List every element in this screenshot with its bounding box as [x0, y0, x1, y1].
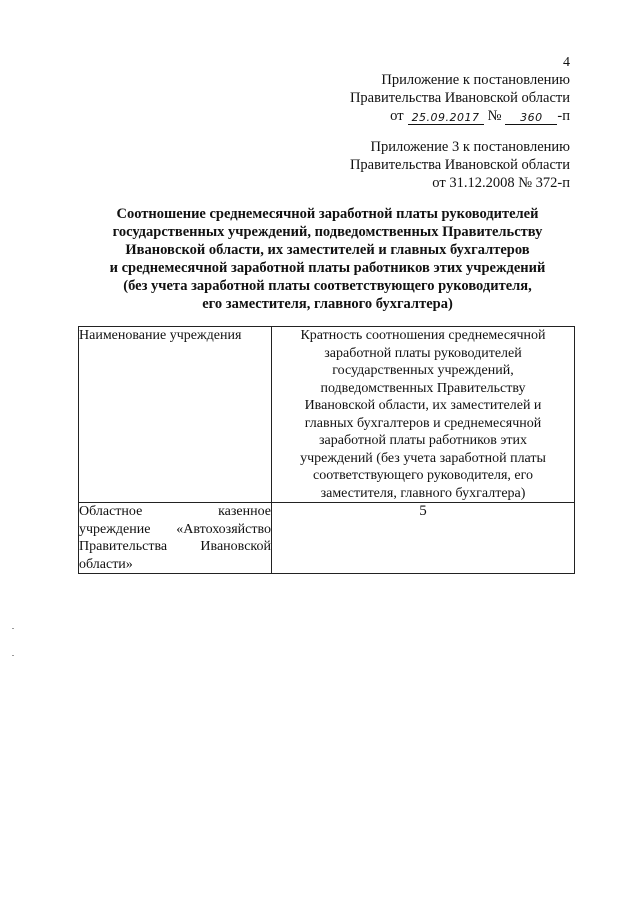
page-number: 4 [563, 55, 570, 70]
table-row [79, 503, 575, 574]
title-line: и среднемесячной заработной платы работников этих учреждений [109, 260, 546, 276]
header-ratio-line: Кратность соотношения среднемесячной [300, 328, 546, 343]
header-ratio-line: учреждений (без учета заработной платы [300, 450, 546, 466]
scan-mark [12, 628, 14, 629]
appendix-current-line1: Приложение к постановлению [381, 72, 570, 88]
header-ratio-line: государственных учреждений, [332, 363, 514, 378]
title-line: его заместителя, главного бухгалтера) [202, 296, 453, 312]
appendix-current-line2: Правительства Ивановской области [349, 90, 570, 106]
number-suffix: -п [557, 108, 570, 124]
appendix-original-line1: Приложение 3 к постановлению [370, 139, 570, 155]
appendix-original-line2: Правительства Ивановской области [349, 157, 570, 173]
header-ratio-line: заработной платы руководителей [324, 345, 522, 361]
title-line: (без учета заработной платы соответствующего руководителя, [123, 278, 532, 294]
appendix-current-block [350, 71, 570, 125]
appendix-original-line3: от 31.12.2008 № 372-п [432, 175, 570, 191]
appendix-date-line [350, 107, 570, 125]
header-ratio-line: подведомственных Правительству [320, 380, 526, 396]
number-label: № [487, 108, 502, 124]
header-ratio-line: Ивановской области, их заместителей и [304, 398, 542, 413]
cell-institution-name: Областное казенное учреждение «Автохозяйство Правительства Ивановской области» [79, 504, 271, 572]
scan-mark [12, 655, 14, 656]
header-ratio-line: заместителя, главного бухгалтера) [320, 485, 526, 501]
header-cell-ratio [272, 327, 575, 503]
title-line: Соотношение среднемесячной заработной платы руководителей [116, 206, 539, 222]
ratio-table [78, 326, 575, 574]
from-label: от [390, 108, 404, 124]
handwritten-date: 25.09.2017 [408, 111, 484, 125]
handwritten-number: 360 [505, 111, 557, 125]
title-line: государственных учреждений, подведомственных Правительству [112, 224, 543, 240]
header-cell-institution: Наименование учреждения [79, 327, 272, 503]
appendix-original-block [350, 138, 570, 192]
header-ratio-line: заработной платы работников этих [319, 433, 527, 448]
document-title [60, 205, 595, 313]
header-ratio-line: соответствующего руководителя, его [313, 468, 533, 483]
cell-ratio-value: 5 [272, 503, 575, 574]
table-header-row [79, 327, 575, 503]
header-ratio-line: главных бухгалтеров и среднемесячной [304, 415, 542, 431]
title-line: Ивановской области, их заместителей и главных бухгалтеров [125, 242, 530, 258]
